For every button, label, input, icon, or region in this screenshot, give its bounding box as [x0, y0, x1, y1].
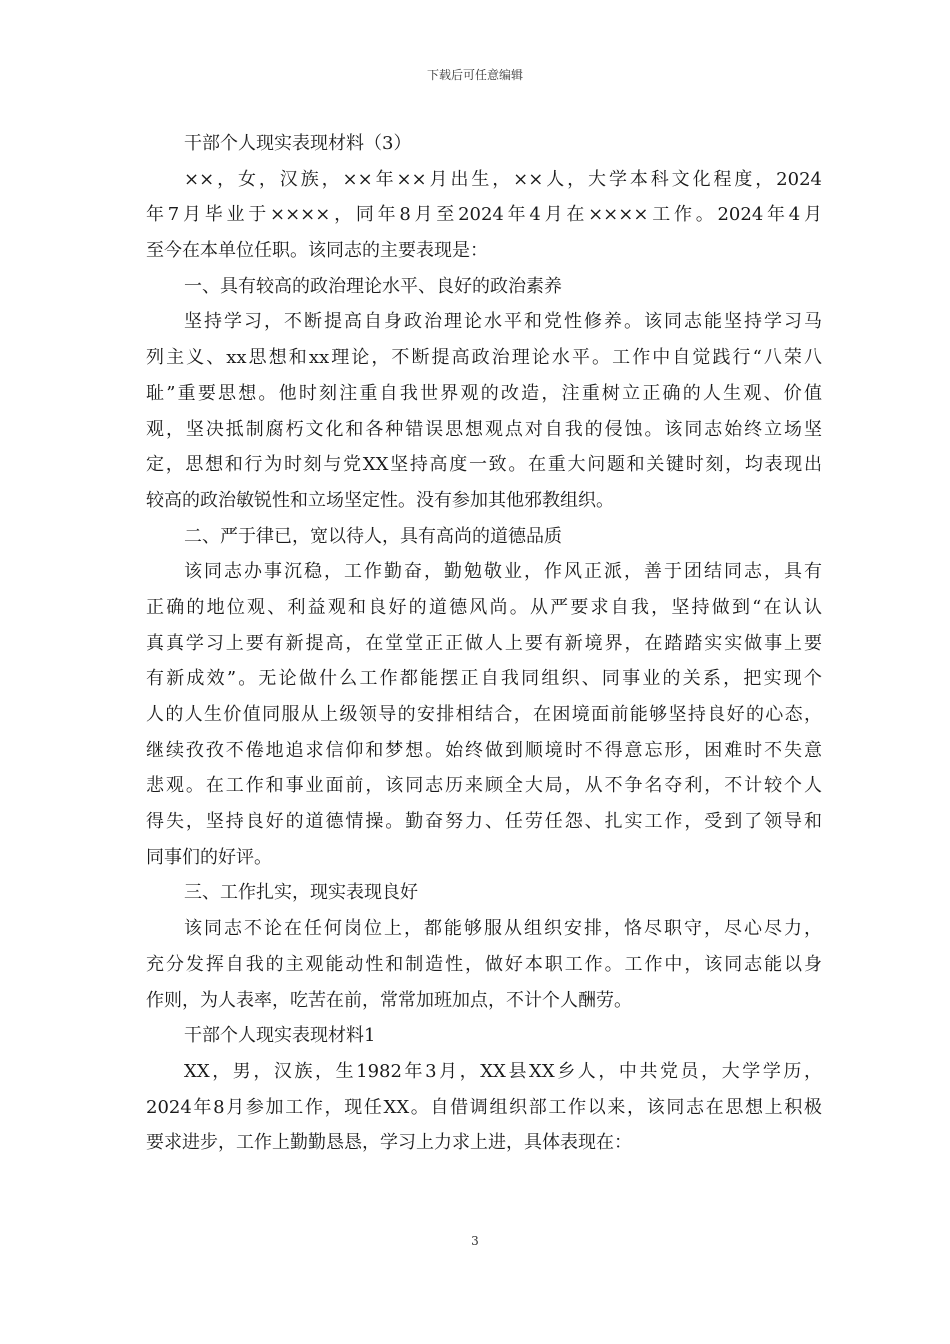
- text-line: 耻”重要思想。他时刻注重自我世界观的改造，注重树立正确的人生观、价值: [146, 382, 822, 404]
- text-line: 列主义、xx思想和xx理论，不断提高政治理论水平。工作中自觉践行“八荣八: [146, 347, 822, 369]
- text-line: 真真学习上要有新提高，在堂堂正正做人上要有新境界，在踏踏实实做事上要: [146, 632, 822, 654]
- document-title: 干部个人现实表现材料（3）: [184, 133, 412, 154]
- text-line: 悲观。在工作和事业面前，该同志历来顾全大局，从不争名夺利，不计较个人: [146, 775, 822, 797]
- text-line: 继续孜孜不倦地追求信仰和梦想。始终做到顺境时不得意忘形，困难时不失意: [146, 739, 822, 761]
- text-line: 观，坚决抵制腐朽文化和各种错误思想观点对自我的侵蚀。该同志始终立场坚: [146, 418, 822, 440]
- text-line: 坚持学习，不断提高自身政治理论水平和党性修养。该同志能坚持学习马: [184, 311, 822, 333]
- text-line: 该同志办事沉稳，工作勤奋，勤勉敬业，作风正派，善于团结同志，具有: [184, 561, 822, 583]
- text-line: 该同志不论在任何岗位上，都能够服从组织安排，恪尽职守，尽心尽力，: [184, 918, 822, 940]
- text-line: ××，女，汉族，××年××月出生，××人，大学本科文化程度，2024: [184, 168, 822, 190]
- text-line: XX，男，汉族，生1982年3月，XX县XX乡人，中共党员，大学学历，: [184, 1060, 822, 1082]
- document-body: [146, 126, 822, 1161]
- page-number: 3: [471, 1234, 479, 1248]
- section-heading: 一、具有较高的政治理论水平、良好的政治素养: [184, 275, 562, 297]
- document-title: 干部个人现实表现材料1: [184, 1025, 376, 1047]
- section-heading: 三、工作扎实，现实表现良好: [184, 882, 418, 904]
- text-line: 同事们的好评。: [146, 846, 272, 868]
- text-line: 定，思想和行为时刻与党XX坚持高度一致。在重大问题和关键时刻，均表现出: [146, 454, 822, 476]
- text-line: 2024年8月参加工作，现任XX。自借调组织部工作以来，该同志在思想上积极: [146, 1096, 822, 1118]
- text-line: 年7月毕业于××××，同年8月至2024年4月在××××工作。2024年4月: [146, 204, 822, 226]
- text-line: 有新成效”。无论做什么工作都能摆正自我同组织、同事业的关系，把实现个: [146, 668, 822, 690]
- text-line: 充分发挥自我的主观能动性和制造性，做好本职工作。工作中，该同志能以身: [146, 953, 822, 975]
- text-line: 至今在本单位任职。该同志的主要表现是：: [146, 240, 488, 262]
- section-heading: 二、严于律已，宽以待人，具有高尚的道德品质: [184, 525, 562, 547]
- text-line: 人的人生价值同服从上级领导的安排相结合，在困境面前能够坚持良好的心态，: [146, 704, 822, 725]
- text-line: 得失，坚持良好的道德情操。勤奋努力、任劳任怨、扎实工作，受到了领导和: [146, 811, 822, 833]
- text-line: 要求进步，工作上勤勤恳恳，学习上力求上进，具体表现在：: [146, 1132, 632, 1154]
- text-line: 较高的政治敏锐性和立场坚定性。没有参加其他邪教组织。: [146, 489, 614, 511]
- page-header-note: 下载后可任意编辑: [426, 68, 523, 82]
- text-line: 作则，为人表率，吃苦在前，常常加班加点，不计个人酬劳。: [146, 989, 632, 1011]
- text-line: 正确的地位观、利益观和良好的道德风尚。从严要求自我，坚持做到“在认认: [146, 596, 822, 618]
